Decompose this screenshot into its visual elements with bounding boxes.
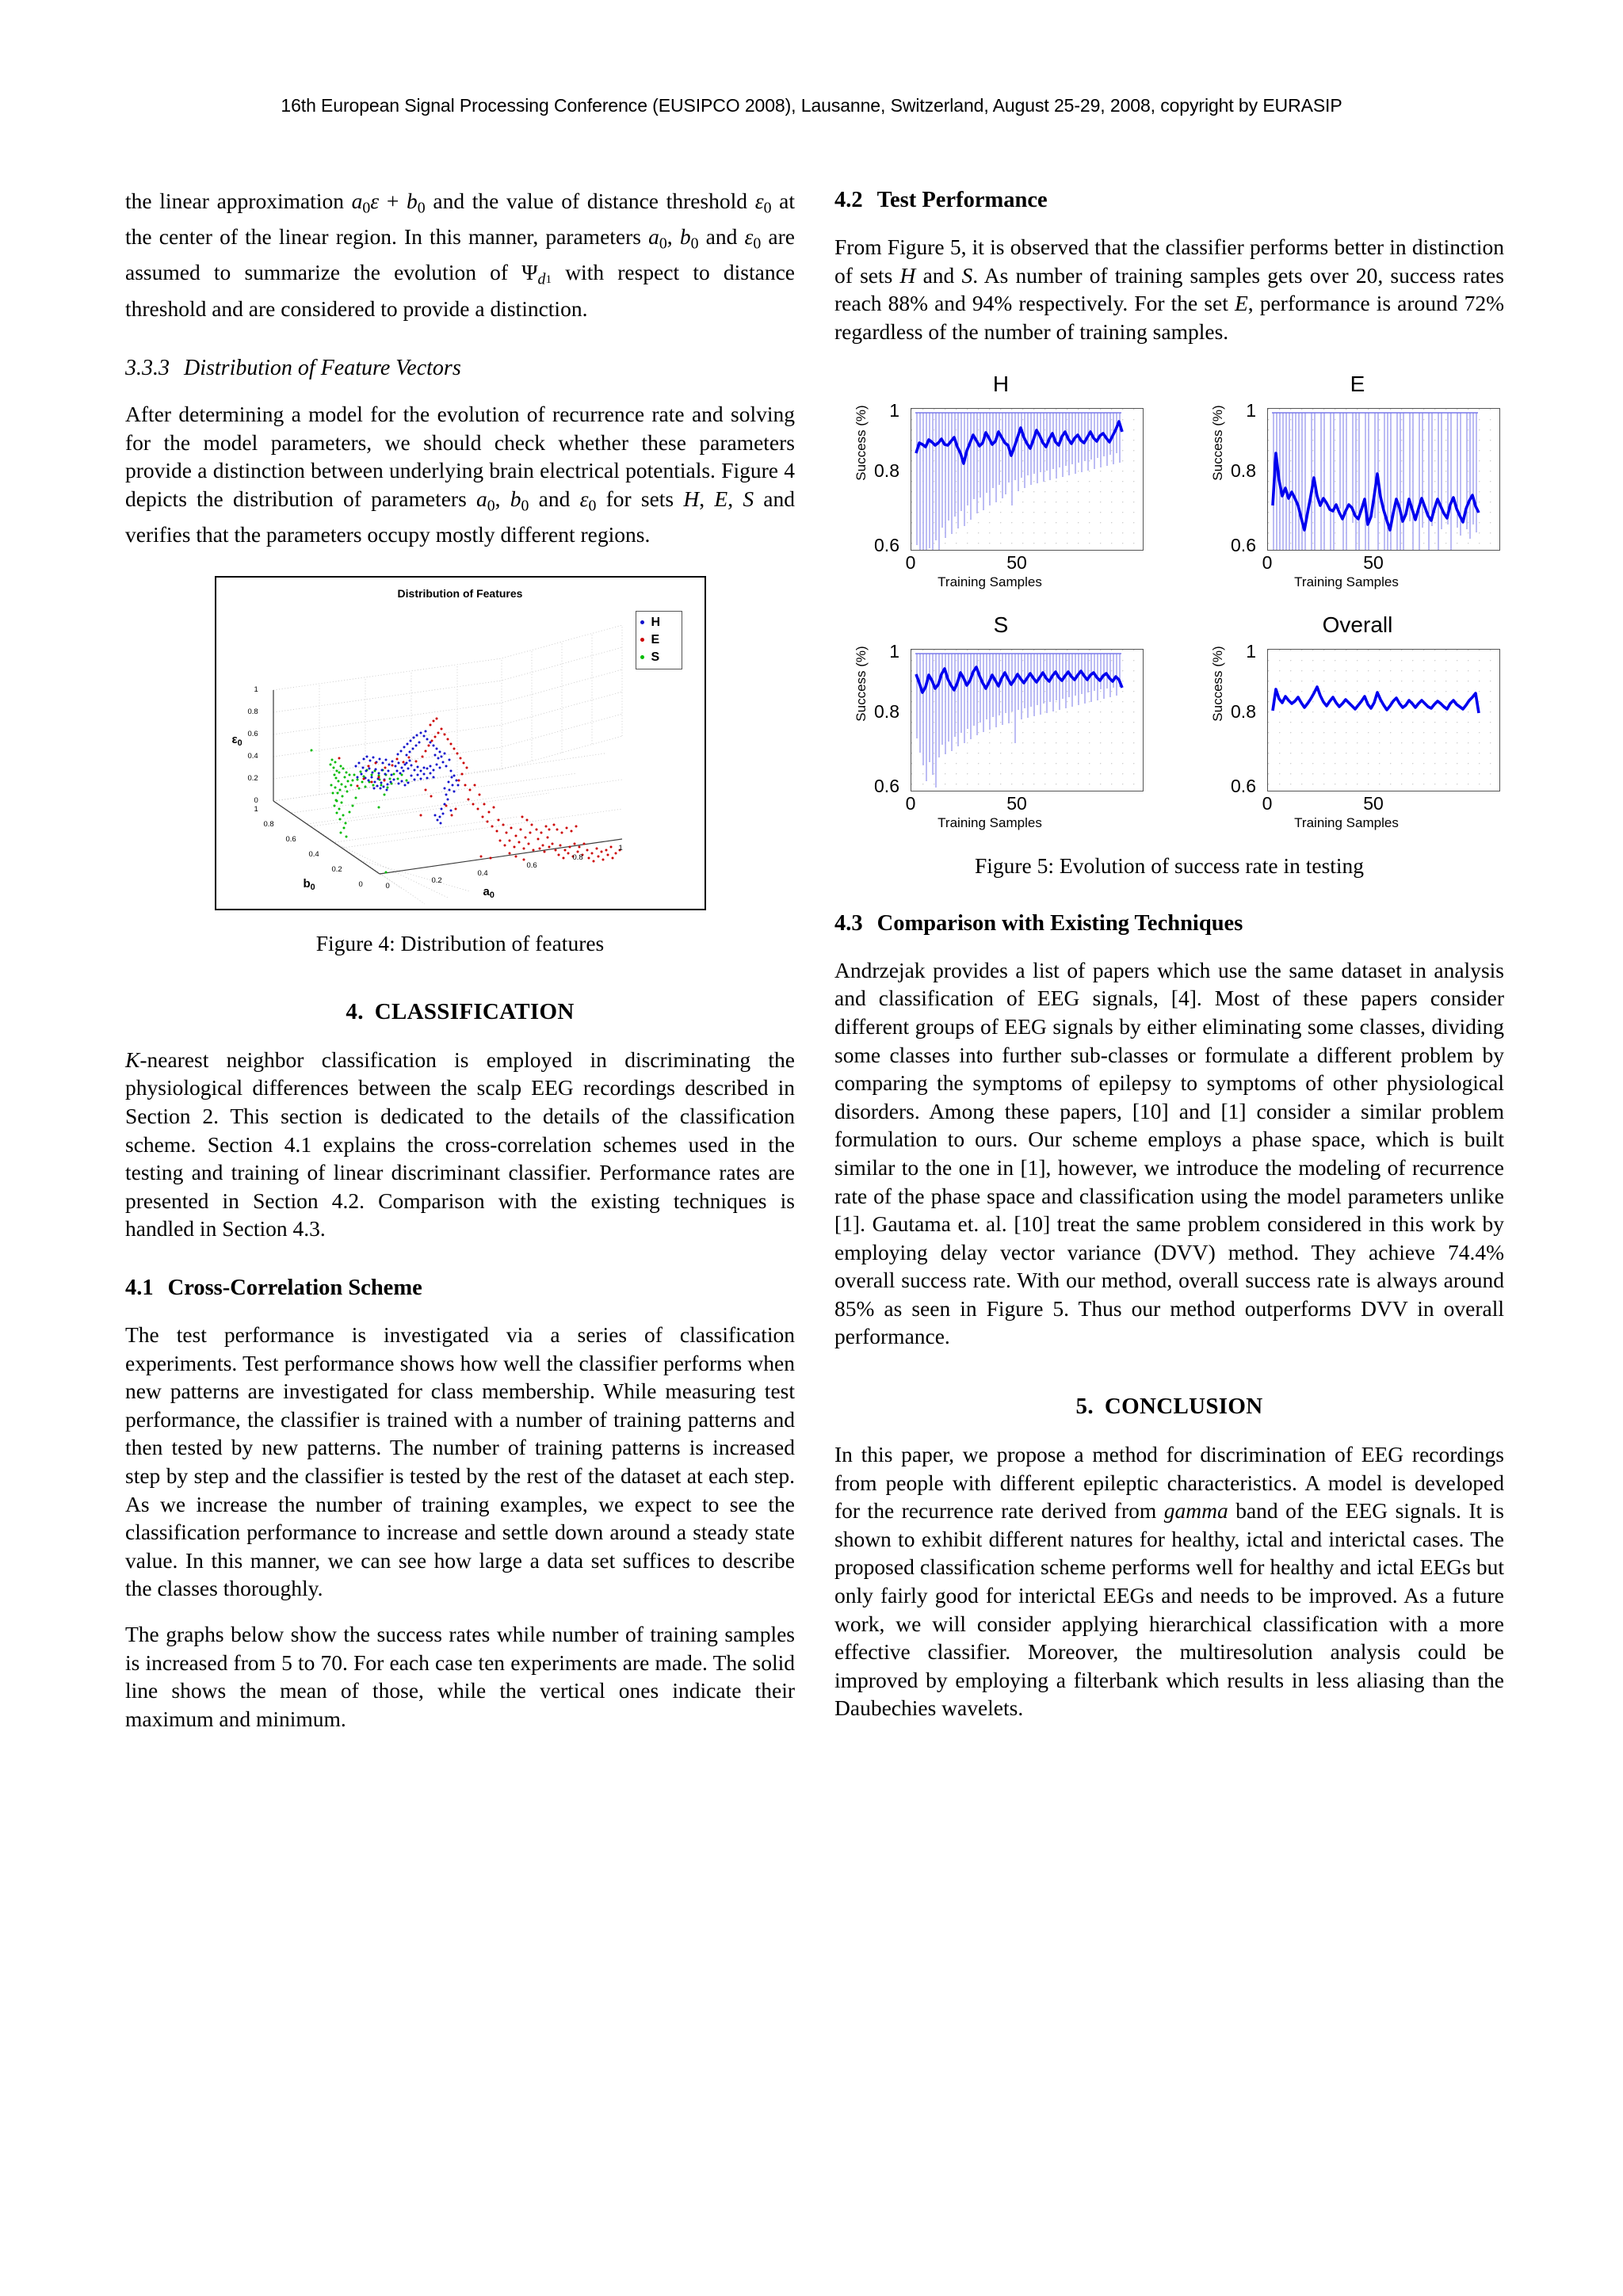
section-title: CLASSIFICATION — [374, 998, 575, 1024]
section-number: 4.1 — [125, 1275, 154, 1300]
fig4-x-tick-08: 0.8 — [572, 852, 583, 862]
fig4-x-tick-02: 0.2 — [431, 875, 442, 885]
subplot-H-xtick-0: 0 — [905, 551, 916, 573]
fig4-y-axis-label: $b_0$ — [303, 876, 315, 892]
subplot-H-ytick-1: 1 — [889, 399, 899, 421]
subplot-H-title: H — [992, 371, 1010, 396]
subplot-Overall-xtick-0: 0 — [1262, 792, 1273, 814]
subplot-S-xlabel: Training Samples — [938, 814, 1042, 830]
fig4-y-tick-02: 0.2 — [331, 864, 342, 874]
figure-4 — [125, 576, 795, 956]
legend-label-E: E — [651, 632, 660, 646]
subplot-Overall-xlabel: Training Samples — [1294, 814, 1399, 830]
subplot-E-axes — [1267, 408, 1500, 551]
figure-4-caption: Figure 4: Distribution of features — [315, 930, 605, 955]
paragraph-4-2: From Figure 5, it is observed that the classifier performs better in distinction of sets H and S. As number of training samples gets over 20, success rates reach 88% and 94% respectively. For the set E, performance is around 72% regardless of the number of training samples. — [834, 235, 1504, 344]
section-number: 4. — [346, 998, 364, 1024]
section-title: Cross-Correlation Scheme — [167, 1275, 422, 1300]
subplot-S-xtick-50: 50 — [1006, 792, 1027, 814]
subplot-H — [834, 373, 1167, 603]
subplot-Overall-ylabel: Success (%) — [1210, 645, 1225, 722]
legend-entry-E — [636, 631, 682, 649]
figure-4-title: Distribution of Features — [397, 586, 523, 600]
subplot-S — [834, 614, 1167, 844]
figure-5 — [834, 373, 1504, 879]
fig4-x-tick-1: 1 — [618, 843, 623, 852]
subplot-S-ytick-08: 0.8 — [874, 700, 899, 722]
figure-5-plots — [834, 373, 1532, 849]
fig4-z-axis-label: $\varepsilon_0$ — [231, 732, 242, 748]
legend-marker-E — [640, 638, 644, 642]
figure-4-svg — [216, 578, 705, 909]
subplot-Overall-axes — [1267, 649, 1500, 791]
fig4-y-tick-04: 0.4 — [308, 849, 319, 859]
section-heading-4 — [125, 999, 795, 1025]
subplot-H-axes — [911, 408, 1144, 551]
subplot-E-xtick-50: 50 — [1363, 551, 1384, 573]
subplot-Overall-xtick-50: 50 — [1363, 792, 1384, 814]
paragraph-5: In this paper, we propose a method for discrimination of EEG recordings from people with different epileptic characteristics. A model is developed for the recurrence rate derived from gamma band of the EEG signals. It is shown to exhibit different natures for healthy, ictal and interictal cases. The proposed classification scheme performs well for healthy and ictal EEGs but only fairly good for interictal EEGs and needs to be improved. As a future work, we will consider applying hierarchical classification with a more effective classifier. Moreover, the multiresolution analysis could be improved by employing a filterbank which results in less aliasing than the Daubechies wavelets. — [834, 1442, 1504, 1721]
right-column — [834, 187, 1504, 1722]
section-number: 3.3.3 — [125, 355, 170, 380]
fig4-z-tick-02: 0.2 — [247, 773, 258, 783]
fig4-y-tick-06: 0.6 — [285, 834, 296, 844]
paragraph-4-1-b: The graphs below show the success rates while number of training samples is increased from 5 to 70. For each case ten experiments are made. The solid line shows the mean of those, while the vertical ones indicate their maximum and minimum. — [125, 1622, 795, 1731]
section-title: Test Performance — [876, 188, 1048, 212]
section-heading-4-2 — [834, 187, 1504, 214]
subplot-H-ytick-08: 0.8 — [874, 460, 899, 481]
paragraph-continued: the linear approximation $a_0\varepsilon + b_0$ and the value of distance threshold $\varepsilon_0$ at the center of the linear region. In this manner, parameters $a_0$, $b_0$ and $\varepsilon_0$ are assumed to summarize the evolution of $\Psi_d1$ with respect to distance threshold and are considered to provide a distinction. — [125, 189, 796, 322]
fig4-z-tick-1: 1 — [254, 685, 258, 694]
subplot-S-ytick-1: 1 — [889, 640, 899, 662]
fig4-z-tick-06: 0.6 — [247, 729, 258, 738]
subplot-H-xtick-50: 50 — [1006, 551, 1027, 573]
fig4-z-tick-04: 0.4 — [247, 751, 258, 761]
section-number: 4.2 — [834, 188, 863, 212]
subplot-Overall-ytick-08: 0.8 — [1231, 700, 1256, 722]
section-heading-4-1 — [125, 1275, 795, 1302]
section-title: Comparison with Existing Techniques — [876, 910, 1243, 936]
subplot-S-xtick-0: 0 — [905, 792, 916, 814]
figure-4-plot — [215, 576, 706, 910]
subplot-E-ytick-1: 1 — [1246, 399, 1256, 421]
legend-marker-H — [640, 620, 644, 624]
subplot-Overall — [1191, 614, 1524, 844]
legend-entry-H — [636, 614, 682, 631]
section-number: 4.3 — [834, 910, 863, 936]
subplot-Overall-ytick-1: 1 — [1246, 640, 1256, 662]
subplot-H-ytick-06: 0.6 — [874, 534, 899, 555]
subplot-E-ytick-06: 0.6 — [1231, 534, 1256, 555]
section-heading-5 — [834, 1394, 1504, 1420]
subplot-E-xlabel: Training Samples — [1294, 574, 1399, 589]
subplot-H-ylabel: Success (%) — [854, 404, 869, 481]
fig4-x-tick-06: 0.6 — [526, 860, 537, 870]
fig4-x-tick-04: 0.4 — [477, 868, 488, 878]
fig4-x-axis-label: $a_0$ — [483, 884, 495, 900]
subplot-H-xlabel: Training Samples — [938, 574, 1042, 589]
subplot-Overall-svg — [1268, 650, 1499, 791]
section-heading-4-3 — [834, 910, 1504, 937]
fig4-z-tick-0: 0 — [254, 795, 258, 805]
section-title: CONCLUSION — [1104, 1394, 1263, 1420]
figure-4-legend — [636, 611, 682, 669]
legend-label-H: H — [651, 615, 661, 629]
two-column-body — [125, 187, 1504, 1733]
paragraph-4-1-a: The test performance is investigated via a series of classification experiments. Test performance shows how well the classifier performs when new patterns are investigated for class membership. While measuring test performance, the classifier is trained with a number of training patterns and then tested by new patterns. The number of training patterns is increased step by step and the classifier is tested by the rest of the dataset at each step. As we increase the number of training examples, we expect to see the classification performance to increase and settle down around a steady state value. In this manner, we can see how large a data set suffices to describe the classes thoroughly. — [125, 1322, 795, 1601]
subplot-S-title: S — [993, 612, 1009, 637]
fig4-y-tick-1: 1 — [254, 804, 258, 814]
subplot-S-svg — [911, 650, 1143, 791]
conference-header: 16th European Signal Processing Conference (EUSIPCO 2008), Lausanne, Switzerland, August 25-29, 2008, copyright by EURASIP — [281, 95, 1342, 116]
fig4-z-tick-08: 0.8 — [247, 707, 258, 716]
subplot-Overall-ytick-06: 0.6 — [1231, 775, 1256, 796]
fig4-y-tick-08: 0.8 — [263, 819, 274, 829]
section-title: Distribution of Feature Vectors — [184, 355, 461, 380]
legend-entry-S — [636, 649, 682, 666]
section-number: 5. — [1075, 1394, 1094, 1420]
subplot-H-svg — [911, 409, 1143, 550]
section-heading-3-3-3 — [125, 355, 795, 382]
paragraph-section-4: K-nearest neighbor classification is employed in discriminating the physiological differences between the scalp EEG recordings described in Section 2. This section is dedicated to the details of the classification scheme. Section 4.1 explains the cross-correlation schemes used in the testing and training of linear discriminant classifier. Performance rates are presented in Section 4.2. Comparison with the existing techniques is handled in Section 4.3. — [125, 1047, 795, 1241]
subplot-E-ytick-08: 0.8 — [1231, 460, 1256, 481]
subplot-E-xtick-0: 0 — [1262, 551, 1273, 573]
paragraph-4-3: Andrzejak provides a list of papers which use the same dataset in analysis and classification of EEG signals, [4]. Most of these papers consider different groups of EEG signals by either eliminating some classes, dividing some classes into further sub-classes or formulate a different problem by comparing the symptoms of epilepsy to symptoms of other physiological disorders. Among these papers, [10] and [1] consider a similar problem formulation to ours. Our scheme employs a phase space, which is built similar to the one in [1], however, we introduce the modeling of recurrence rate of the phase space and classification using the model parameters unlike [1]. Gautama et. al. [10] treat the same problem considered in this work by employing delay vector variance (DVV) method. They achieve 74.4% overall success rate. With our method, overall success rate is always around 85% as seen in Figure 5. Thus our method outperforms DVV in overall performance. — [834, 957, 1504, 1349]
left-column — [125, 187, 795, 1733]
legend-marker-S — [640, 655, 644, 659]
subplot-E-ylabel: Success (%) — [1210, 404, 1225, 481]
fig4-y-tick-0: 0 — [358, 879, 363, 889]
subplot-S-ylabel: Success (%) — [854, 645, 869, 722]
legend-label-S: S — [651, 650, 660, 664]
subplot-E — [1191, 373, 1524, 603]
subplot-S-axes — [911, 649, 1144, 791]
subplot-E-title: E — [1350, 371, 1365, 396]
subplot-Overall-title: Overall — [1322, 612, 1393, 637]
figure-5-caption: Figure 5: Evolution of success rate in testing — [974, 852, 1365, 878]
fig4-x-tick-0: 0 — [385, 881, 390, 891]
subplot-E-svg — [1268, 409, 1499, 550]
paragraph-3-3-3: After determining a model for the evolution of recurrence rate and solving for the model parameters, we should check whether these parameters provide a distinction between underlying brain electrical potentials. Figure 4 depicts the distribution of parameters $a_0$, $b_0$ and $\varepsilon_0$ for sets H, E, S and verifies that the parameters occupy mostly different regions. — [125, 402, 796, 547]
subplot-S-ytick-06: 0.6 — [874, 775, 899, 796]
